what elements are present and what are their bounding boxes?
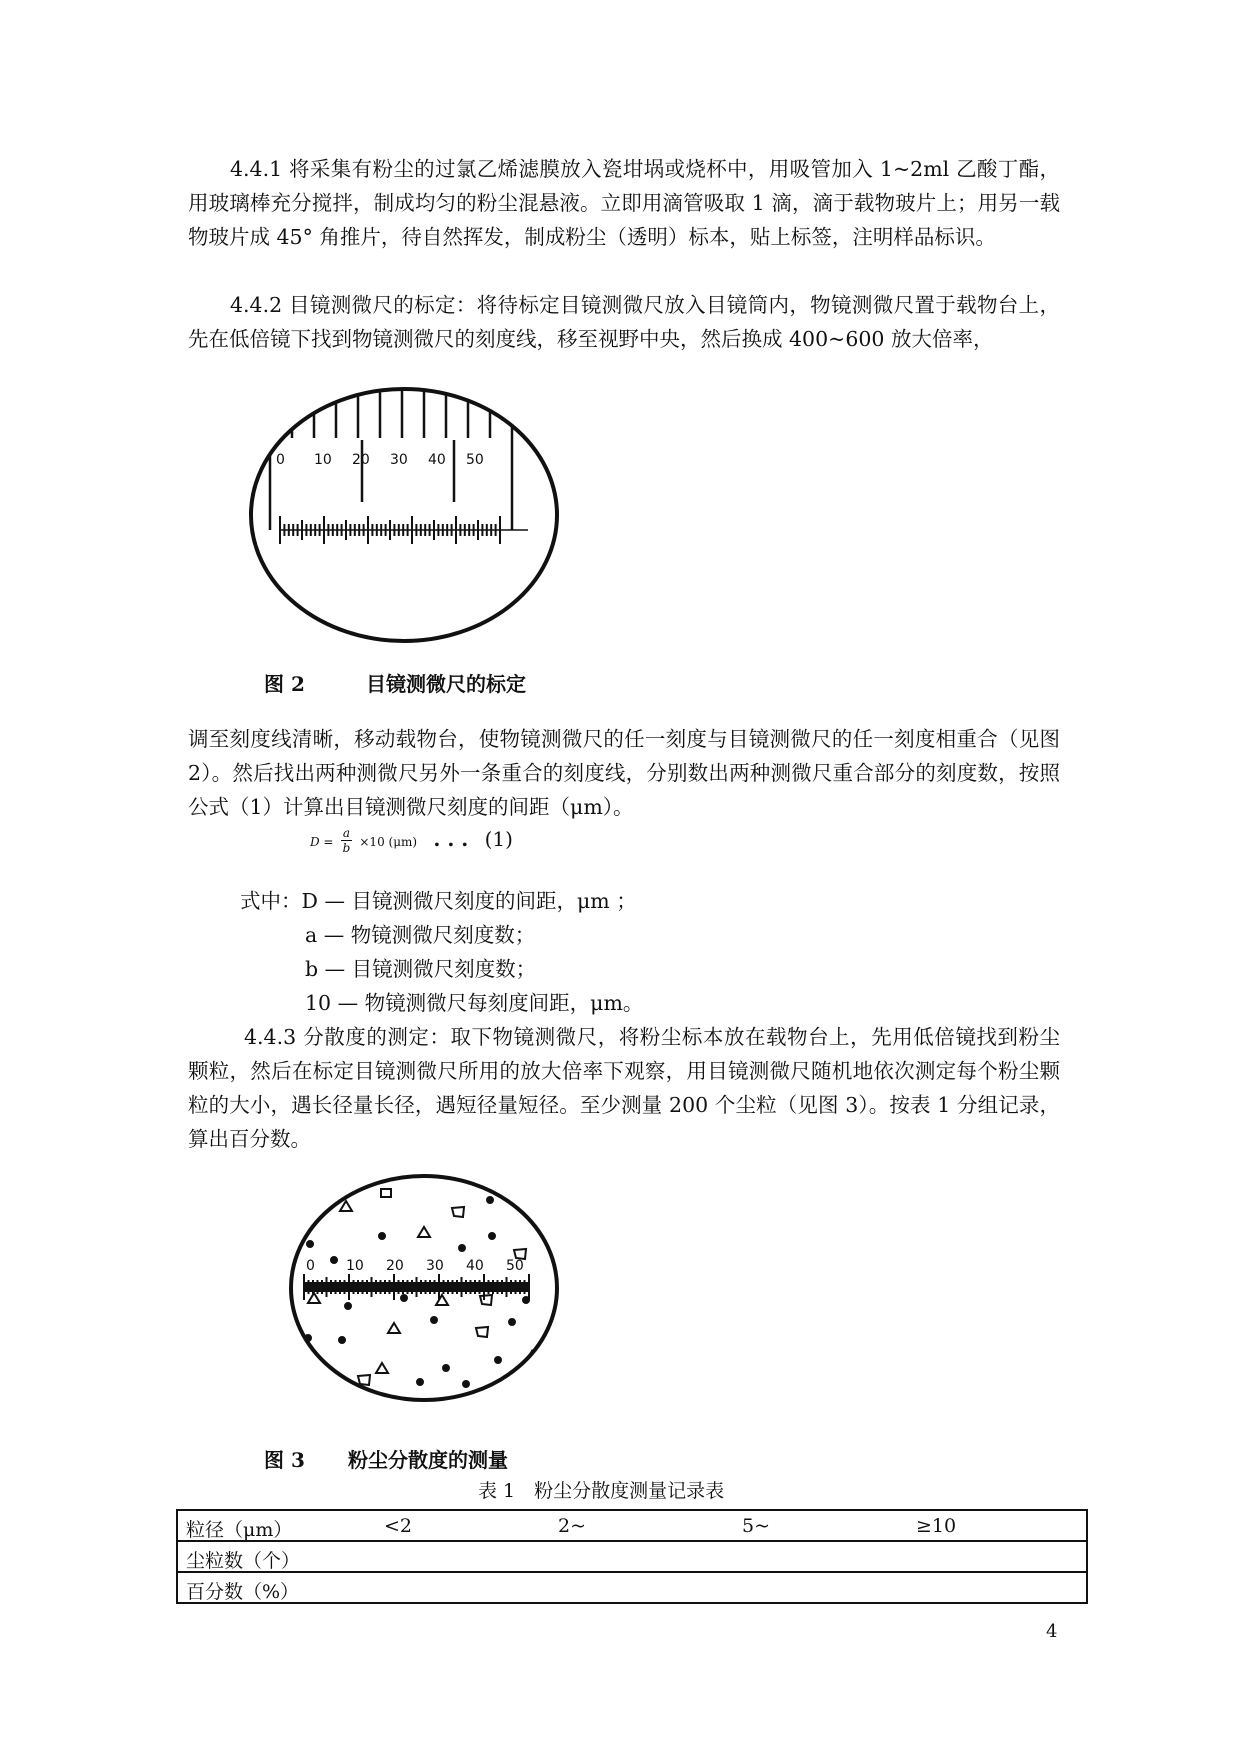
dust-particle — [489, 1233, 495, 1239]
dust-particle — [536, 1205, 548, 1215]
col-ge10: ≥10 — [916, 1515, 957, 1537]
dust-particle — [418, 1227, 430, 1237]
table-header-row — [177, 1510, 1087, 1541]
dust-particle — [509, 1319, 515, 1325]
where-ten: 10 — 物镜测微尺每刻度间距，μm。 — [305, 991, 644, 1015]
scale-label: 30 — [426, 1258, 444, 1274]
table-header-cell — [177, 1510, 1087, 1541]
figure-2-micrometer-view — [248, 380, 560, 650]
formula-fraction — [341, 826, 352, 855]
dust-particle — [340, 1201, 352, 1211]
scale-label: 40 — [428, 452, 446, 468]
dust-particle — [463, 1381, 469, 1387]
dust-particle — [487, 1197, 493, 1203]
dust-particle — [452, 1207, 464, 1217]
where-intro: 式中：D — 目镜测微尺刻度的间距，μm ； — [240, 889, 637, 913]
formula-denominator: b — [342, 841, 351, 855]
dust-particle — [301, 1363, 307, 1369]
dust-particle — [379, 1233, 385, 1239]
formula-number: (1) — [484, 827, 513, 851]
scale-label: 20 — [386, 1258, 404, 1274]
row-label-percent: 百分数（%） — [186, 1581, 300, 1603]
formula-numerator: a — [342, 826, 351, 840]
figure-2-title: 目镜测微尺的标定 — [366, 672, 526, 696]
table-row — [177, 1541, 1087, 1572]
dust-particle — [417, 1379, 423, 1385]
dust-particle — [459, 1245, 465, 1251]
paragraph-4-4-1: 4.4.1 将采集有粉尘的过氯乙烯滤膜放入瓷坩埚或烧杯中，用吸管加入 1~2ml 乙酸丁酯，用玻璃棒充分搅拌，制成均匀的粉尘混悬液。立即用滴管吸取 1 滴，滴于载物玻片上；用另一载物玻片成 45° 角推片，待自然挥发，制成粉尘（透明）标本，贴上标签，注明样品标识。 — [188, 157, 1060, 249]
scale-labels — [276, 452, 484, 468]
scale-label: 30 — [390, 452, 408, 468]
dust-particle — [308, 1293, 320, 1303]
dust-particle — [381, 1189, 391, 1197]
where-b: b — 目镜测微尺刻度数； — [305, 957, 537, 981]
col-lt2: <2 — [384, 1515, 413, 1537]
col-5: 5~ — [742, 1515, 771, 1537]
scale-label: 0 — [276, 452, 285, 468]
scale-label: 0 — [306, 1258, 315, 1274]
dust-particle — [388, 1323, 400, 1333]
dust-particle — [401, 1295, 407, 1301]
page-number: 4 — [1046, 1621, 1058, 1642]
header-label: 粒径（μm） — [186, 1519, 293, 1541]
formula-dots: . . . — [433, 827, 469, 851]
scale-label: 20 — [352, 452, 370, 468]
scale-label: 50 — [466, 452, 484, 468]
formula-lhs: D = — [310, 835, 334, 849]
dust-particle — [331, 1257, 337, 1263]
figure-2-label: 图 2 — [264, 672, 305, 696]
dust-particle — [307, 1241, 313, 1247]
figure-3-label: 图 3 — [264, 1448, 305, 1472]
formula-rhs: ×10 (μm) — [359, 835, 418, 849]
scale-labels — [306, 1258, 524, 1274]
dust-particle — [443, 1365, 449, 1371]
paragraph-calibration-continued: 调至刻度线清晰，移动载物台，使物镜测微尺的任一刻度与目镜测微尺的任一刻度相重合（见图 2）。然后找出两种测微尺另外一条重合的刻度线，分别数出两种测微尺重合部分的刻度数，按照公式（1）计算出目镜测微尺刻度的间距（μm）。 — [188, 727, 1060, 819]
dust-particle — [339, 1337, 345, 1343]
where-a: a — 物镜测微尺刻度数； — [305, 923, 536, 947]
row-label-count: 尘粒数（个） — [186, 1550, 301, 1572]
scale-label: 10 — [346, 1258, 364, 1274]
dust-particle — [495, 1357, 501, 1363]
dust-particle — [431, 1317, 437, 1323]
dust-particle — [358, 1375, 370, 1385]
paragraph-4-4-3: 4.4.3 分散度的测定：取下物镜测微尺，将粉尘标本放在载物台上，先用低倍镜找到粉尘颗粒，然后在标定目镜测微尺所用的放大倍率下观察，用目镜测微尺随机地依次测定每个粉尘颗粒的大小，遇长径量长径，遇短径量短径。至少测量 200 个尘粒（见图 3）。按表 1 分组记录，算出百分数。 — [188, 1025, 1060, 1151]
table-row — [177, 1572, 1087, 1603]
scale-label: 10 — [314, 452, 332, 468]
table-1-title: 表 1 粉尘分散度测量记录表 — [478, 1480, 725, 1502]
dust-particle — [345, 1303, 351, 1309]
dust-particle — [436, 1295, 448, 1305]
dust-particle — [480, 1295, 492, 1305]
dust-particle — [476, 1327, 488, 1337]
table-cell — [177, 1541, 1087, 1572]
scale-label: 40 — [466, 1258, 484, 1274]
paragraph-4-4-2: 4.4.2 目镜测微尺的标定：将待标定目镜测微尺放入目镜筒内，物镜测微尺置于载物台上，先在低倍镜下找到物镜测微尺的刻度线，移至视野中央，然后换成 400~600 放大倍率， — [188, 293, 1060, 351]
figure-3-title: 粉尘分散度的测量 — [348, 1448, 508, 1472]
table-cell — [177, 1572, 1087, 1603]
dust-particle — [376, 1363, 388, 1373]
col-2: 2~ — [558, 1515, 587, 1537]
scale-label: 50 — [506, 1258, 524, 1274]
figure-3-dust-particles-view — [286, 1170, 562, 1408]
dust-dispersion-record-table — [176, 1509, 1088, 1604]
formula-1 — [310, 826, 513, 855]
